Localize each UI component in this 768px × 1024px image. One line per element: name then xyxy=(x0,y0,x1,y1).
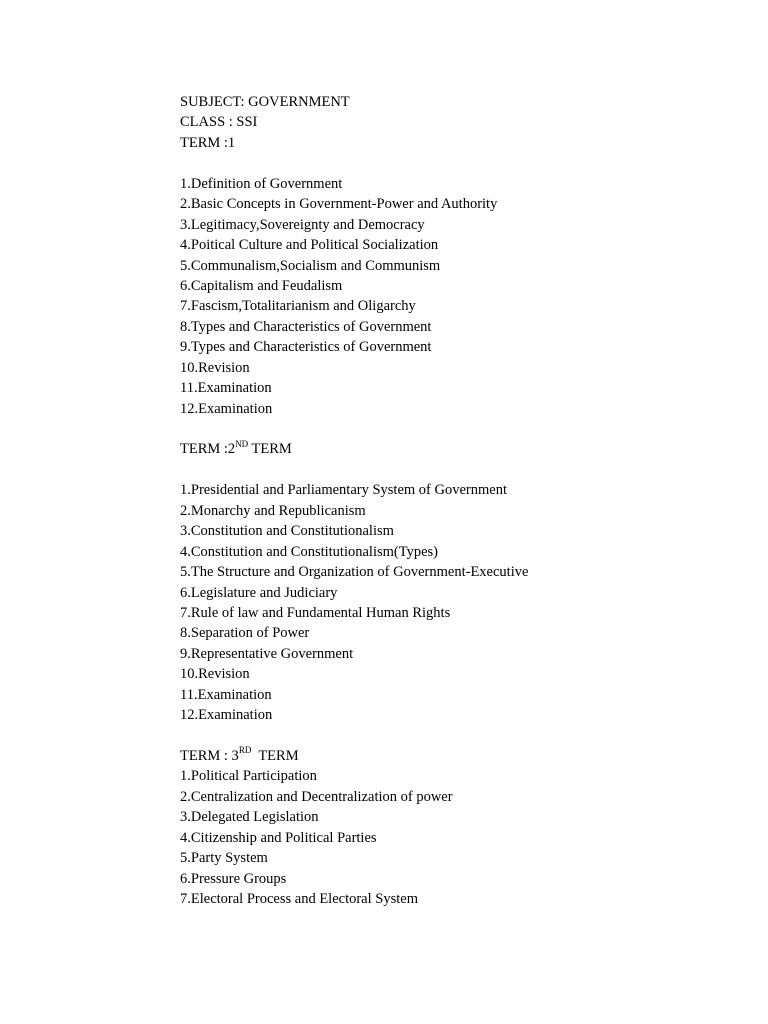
topic-list-item: 3.Legitimacy,Sovereignty and Democracy xyxy=(180,216,425,233)
topic-list-item: 3.Constitution and Constitutionalism xyxy=(180,523,394,540)
term-3-topic-list xyxy=(180,766,740,909)
topic-list-item: 11.Examination xyxy=(180,380,272,397)
term-3-heading-suffix: TERM xyxy=(251,748,299,764)
document-page xyxy=(180,92,740,910)
spacer xyxy=(180,726,740,746)
topic-list-item: 6.Pressure Groups xyxy=(180,870,287,887)
topic-list-item: 8.Types and Characteristics of Government xyxy=(180,318,432,335)
topic-list-item: 4.Constitution and Constitutionalism(Types) xyxy=(180,543,438,560)
spacer xyxy=(180,460,740,480)
term-2-heading-suffix: TERM xyxy=(248,441,292,458)
topic-list-item: 11.Examination xyxy=(180,686,272,703)
topic-list-item: 2.Centralization and Decentralization of power xyxy=(180,788,453,805)
topic-list-item: 5.The Structure and Organization of Government-Executive xyxy=(180,564,529,581)
spacer xyxy=(180,153,740,173)
topic-list-item: 2.Basic Concepts in Government-Power and Authority xyxy=(180,196,498,213)
topic-list-item: 7.Rule of law and Fundamental Human Rights xyxy=(180,604,451,621)
topic-list-item: 1.Presidential and Parliamentary System of Government xyxy=(180,482,507,499)
topic-list-item: 7.Electoral Process and Electoral System xyxy=(180,891,418,908)
term-3-heading-prefix: TERM : 3 xyxy=(180,748,239,764)
topic-list-item: 10.Revision xyxy=(180,359,250,376)
topic-list-item: 1.Political Participation xyxy=(180,768,317,785)
topic-list-item: 5.Communalism,Socialism and Communism xyxy=(180,257,441,274)
term-2-topic-list xyxy=(180,480,740,725)
topic-list-item: 12.Examination xyxy=(180,707,273,724)
topic-list-item: 4.Poitical Culture and Political Socialization xyxy=(180,237,439,254)
term-3-heading xyxy=(180,746,740,766)
topic-list-item: 7.Fascism,Totalitarianism and Oligarchy xyxy=(180,298,416,315)
topic-list-item: 2.Monarchy and Republicanism xyxy=(180,502,366,519)
topic-list-item: 9.Representative Government xyxy=(180,645,354,662)
topic-list-item: 6.Capitalism and Feudalism xyxy=(180,277,343,294)
spacer xyxy=(180,419,740,439)
topic-list-item: 4.Citizenship and Political Parties xyxy=(180,829,377,846)
term-1-topic-list xyxy=(180,174,740,419)
term-3-heading-ordinal: RD xyxy=(238,745,252,756)
topic-list-item: 9.Types and Characteristics of Government xyxy=(180,339,432,356)
topic-list-item: 12.Examination xyxy=(180,400,273,417)
topic-list-item: 3.Delegated Legislation xyxy=(180,809,319,826)
topic-list-item: 1.Definition of Government xyxy=(180,175,343,192)
topic-list-item: 5.Party System xyxy=(180,850,268,867)
topic-list-item: 6.Legislature and Judiciary xyxy=(180,584,338,601)
term-2-heading-prefix: TERM :2 xyxy=(180,441,236,458)
subject-line: SUBJECT: GOVERNMENT xyxy=(180,94,350,110)
class-line: CLASS : SSI xyxy=(180,114,258,131)
topic-list-item: 10.Revision xyxy=(180,666,250,683)
term-1-heading: TERM :1 xyxy=(180,134,236,151)
topic-list-item: 8.Separation of Power xyxy=(180,625,310,642)
term-2-heading-ordinal: ND xyxy=(235,438,249,449)
term-2-heading xyxy=(180,439,740,459)
